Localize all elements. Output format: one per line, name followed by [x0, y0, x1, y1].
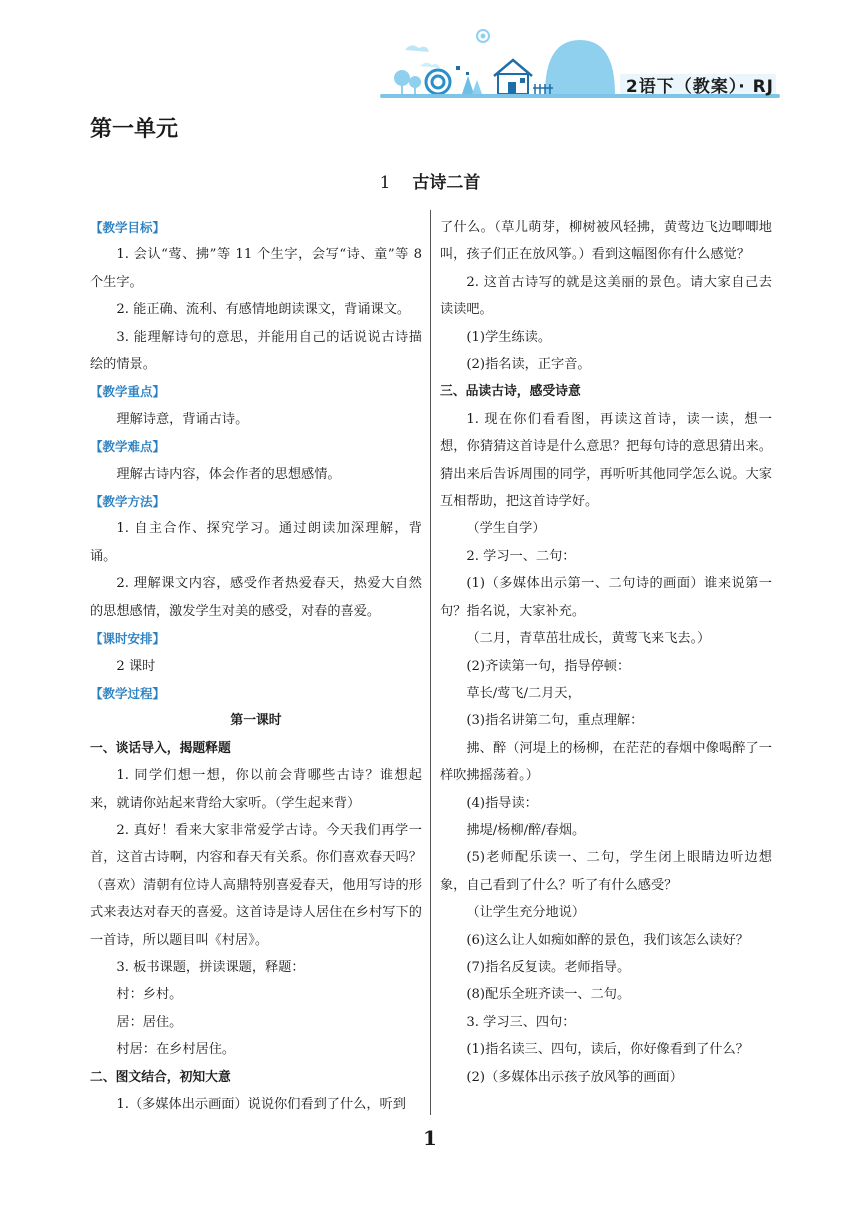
- paragraph: (2)（多媒体出示孩子放风筝的画面）: [466, 1069, 683, 1085]
- section-heading: 三、品读古诗，感受诗意: [440, 384, 581, 400]
- section-tag: 【教学难点】: [90, 439, 166, 455]
- paragraph: 1.（多媒体出示画面）说说你们看到了什么，听到: [116, 1097, 406, 1112]
- paragraph: 2. 理解课文内容，感受作者热爱春天，热爱大自然的思想感情，激发学生对美的感受，对春的喜爱。: [90, 576, 422, 619]
- column-divider: [430, 210, 431, 1115]
- section-tag: 【教学方法】: [90, 494, 166, 510]
- paragraph: 草长/莺飞/二月天，: [466, 685, 581, 701]
- section-tag: 【课时安排】: [90, 631, 166, 647]
- unit-title: 第一单元: [90, 117, 179, 142]
- paragraph: （学生自学）: [466, 521, 546, 537]
- paragraph: 1. 现在你们看看图，再读这首诗，读一读，想一想，你猜猜这首诗是什么意思？把每句诗的意思猜出来。猜出来后告诉周围的同学，再听听其他同学怎么说。大家互相帮助，把这首诗学好。: [440, 411, 772, 510]
- paragraph: 理解古诗内容，体会作者的思想感情。: [116, 466, 341, 482]
- paragraph: (4)指导读：: [466, 795, 538, 811]
- book-title: 2语下（教案）· RJ: [625, 77, 774, 97]
- paragraph: 拂堤/杨柳/醉/春烟。: [466, 822, 586, 838]
- page-number: 1: [423, 1126, 437, 1150]
- paragraph: 1. 同学们想一想，你以前会背哪些古诗？谁想起来，就请你站起来背给大家听。（学生起来背）: [90, 768, 422, 811]
- paragraph: (1)（多媒体出示第一、二句诗的画面）谁来说第一句？指名说，大家补充。: [440, 576, 772, 619]
- paragraph: 2. 学习一、二句：: [466, 548, 576, 564]
- paragraph: 理解诗意，背诵古诗。: [116, 411, 249, 427]
- lesson-title: [0, 168, 860, 193]
- paragraph: (8)配乐全班齐读一、二句。: [466, 987, 631, 1003]
- section-tag: 【教学过程】: [90, 685, 166, 701]
- paragraph: (2)齐读第一句，指导停顿：: [466, 658, 631, 674]
- paragraph: (1)指名读三、四句，读后，你好像看到了什么？: [466, 1042, 749, 1058]
- paragraph: 2. 能正确、流利、有感情地朗读课文，背诵课文。: [116, 302, 411, 318]
- paragraph: 拂、醉（河堤上的杨柳，在茫茫的春烟中像喝醉了一样吹拂摇荡着。）: [440, 740, 772, 784]
- paragraph: 2. 真好！看来大家非常爱学古诗。今天我们再学一首，这首古诗啊，内容和春天有关系。你们喜欢春天吗？（喜欢）清朝有位诗人高鼎特别喜爱春天，他用写诗的形式来表达对春天的喜爱。这首诗是诗人居住在乡村写下的一首诗，所以题目叫《村居》。: [90, 822, 422, 948]
- lesson-name: 古诗二首: [412, 173, 481, 193]
- paragraph: (6)这么让人如痴如醉的景色，我们该怎么读好？: [466, 932, 749, 948]
- section-tag: 【教学目标】: [90, 220, 166, 235]
- section-heading: 二、图文结合，初知大意: [90, 1069, 231, 1085]
- paragraph: （二月，青草茁壮成长，黄莺飞来飞去。）: [466, 631, 711, 647]
- paragraph: 村居：在乡村居住。: [116, 1042, 236, 1058]
- paragraph: 3. 板书课题，拼读课题，释题：: [116, 959, 305, 975]
- right-column: [440, 214, 772, 1091]
- paragraph: 居：居住。: [116, 1014, 183, 1030]
- paragraph: 第一课时: [230, 713, 282, 729]
- paragraph: (2)指名读，正字音。: [466, 357, 591, 373]
- paragraph: （让学生充分地说）: [466, 905, 586, 921]
- paragraph: (3)指名讲第二句，重点理解：: [466, 713, 644, 729]
- left-column: [90, 214, 422, 1118]
- paragraph: 村：乡村。: [116, 987, 183, 1003]
- paragraph: (7)指名反复读。老师指导。: [466, 959, 631, 975]
- paragraph: 1. 会认“莺、拂”等 11 个生字，会写“诗、童”等 8 个生字。: [90, 247, 422, 290]
- paragraph: 3. 能理解诗句的意思，并能用自己的话说说古诗描绘的情景。: [90, 329, 422, 373]
- paragraph: 了什么。（草儿萌芽，柳树被风轻拂，黄莺边飞边唧唧地叫，孩子们正在放风筝。）看到这幅图你有什么感觉？: [440, 220, 772, 263]
- paragraph: 3. 学习三、四句：: [466, 1014, 576, 1030]
- paragraph: 2. 这首古诗写的就是这美丽的景色。请大家自己去读读吧。: [440, 274, 772, 318]
- paragraph: 1. 自主合作、探究学习。通过朗读加深理解，背诵。: [90, 521, 422, 564]
- paragraph: (1)学生练读。: [466, 329, 552, 345]
- paragraph: (5)老师配乐读一、二句，学生闭上眼睛边听边想象，自己看到了什么？听了有什么感受？: [440, 850, 772, 893]
- lesson-number: 1: [379, 173, 391, 193]
- section-tag: 【教学重点】: [90, 384, 166, 400]
- paragraph: 2 课时: [116, 658, 156, 674]
- section-heading: 一、谈话导入，揭题释题: [90, 740, 231, 756]
